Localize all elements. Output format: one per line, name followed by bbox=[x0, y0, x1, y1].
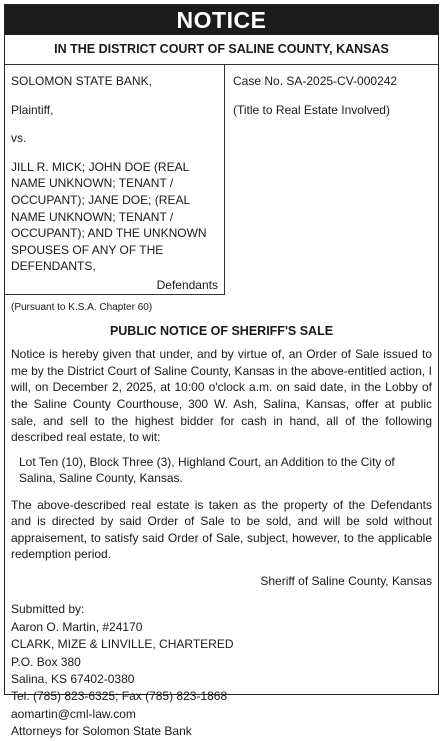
versus-label: vs. bbox=[11, 131, 27, 146]
city-state-zip: Salina, KS 67402-0380 bbox=[11, 671, 135, 686]
po-box: P.O. Box 380 bbox=[11, 654, 81, 669]
legal-description: Lot Ten (10), Block Three (3), Highland Court, an Addition to the City of Salina, Saline County, Kansas. bbox=[19, 454, 395, 486]
defendants-names: JILL R. MICK; JOHN DOE (REAL NAME UNKNOWN; TENANT / OCCUPANT); JANE DOE; (REAL NAME UNKNOWN; TENANT / OCCUPANT); AND THE UNKNOWN SPOUSES OF ANY OF THE DEFENDANTS, bbox=[11, 159, 207, 274]
notice-frame bbox=[4, 4, 439, 739]
plaintiff-label: Plaintiff, bbox=[11, 102, 54, 117]
attorney-name: Aaron O. Martin, #24170 bbox=[11, 619, 143, 634]
sheriff-signature: Sheriff of Saline County, Kansas bbox=[260, 573, 432, 588]
title-note: (Title to Real Estate Involved) bbox=[233, 102, 390, 117]
court-heading: IN THE DISTRICT COURT OF SALINE COUNTY, KANSAS bbox=[5, 35, 438, 65]
notice-paragraph-2: The above-described real estate is taken as the property of the Defendants and is directed by said Order of Sale to be sold, and will be sold without appraisement, to satisfy said Order of Sale, subject, however, to the applicable redemption period. bbox=[11, 497, 432, 562]
defendants-label: Defendants bbox=[156, 277, 218, 292]
caption-parties bbox=[5, 65, 225, 295]
plaintiff-name: SOLOMON STATE BANK, bbox=[11, 74, 152, 89]
law-firm: CLARK, MIZE & LINVILLE, CHARTERED bbox=[11, 637, 234, 652]
notice-banner: NOTICE bbox=[5, 5, 438, 35]
notice-paragraph-1: Notice is hereby given that under, and by virtue of, an Order of Sale issued to me by the District Court of Saline County, Kansas in the above-entitled action, I will, on December 2, 2025, at 10:00 o'clock a.m. on said date, in the Lobby of the Saline County Courthouse, 300 W. Ash, Salina, Kansas, offer at public sale, and sell to the highest bidder for cash in hand, all of the following described real estate, to wit: bbox=[11, 347, 432, 445]
email-address: aomartin@cml-law.com bbox=[11, 706, 136, 721]
pursuant-note: (Pursuant to K.S.A. Chapter 60) bbox=[11, 302, 153, 314]
submitted-heading: Submitted by: bbox=[11, 602, 85, 617]
attorney-role: Attorneys for Solomon State Bank bbox=[11, 724, 192, 739]
section-title: PUBLIC NOTICE OF SHERIFF'S SALE bbox=[109, 324, 334, 339]
caption-case-info bbox=[225, 65, 438, 295]
case-number: Case No. SA-2025-CV-000242 bbox=[233, 74, 398, 89]
submitted-by-block bbox=[5, 601, 438, 740]
case-caption bbox=[5, 65, 438, 295]
phone-fax: Tel. (785) 823-6325; Fax (785) 823-1868 bbox=[11, 689, 228, 704]
